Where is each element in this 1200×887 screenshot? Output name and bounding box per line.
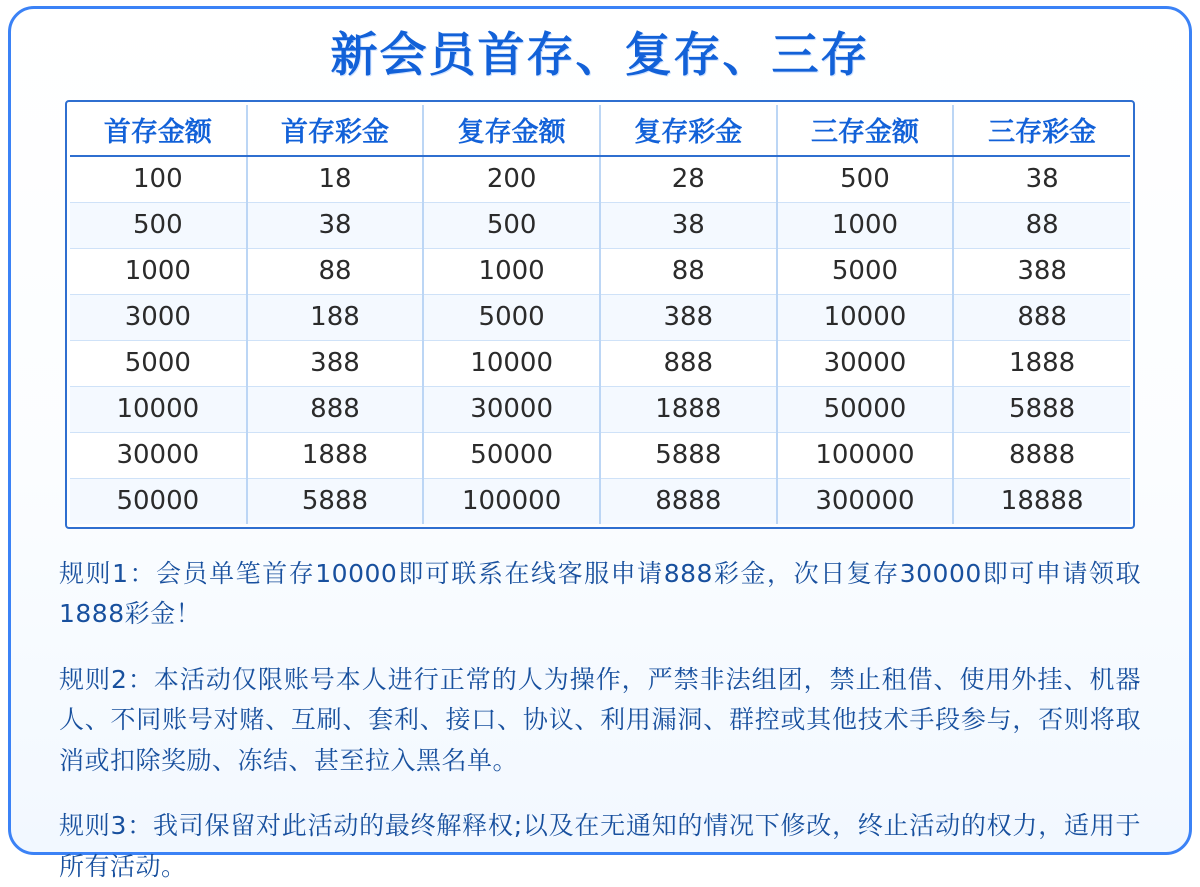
table-cell: 28 bbox=[600, 156, 777, 203]
table-cell: 10000 bbox=[70, 386, 247, 432]
table-cell: 38 bbox=[247, 202, 424, 248]
table-cell: 188 bbox=[247, 294, 424, 340]
table-body bbox=[70, 156, 1130, 524]
table-row bbox=[70, 156, 1130, 203]
rule-3: 规则3：我司保留对此活动的最终解释权;以及在无通知的情况下修改，终止活动的权力，适用于所有活动。 bbox=[59, 811, 1141, 881]
table-cell: 38 bbox=[953, 156, 1130, 203]
table-cell: 1888 bbox=[953, 340, 1130, 386]
table-row bbox=[70, 202, 1130, 248]
table-cell: 18 bbox=[247, 156, 424, 203]
table-cell: 5000 bbox=[777, 248, 954, 294]
table-cell: 30000 bbox=[423, 386, 600, 432]
table-cell: 50000 bbox=[777, 386, 954, 432]
column-header-third-deposit-amount: 三存金额 bbox=[777, 105, 954, 156]
table-cell: 5888 bbox=[600, 432, 777, 478]
column-header-first-deposit-amount: 首存金额 bbox=[70, 105, 247, 156]
table-header-row bbox=[70, 105, 1130, 156]
table-row bbox=[70, 340, 1130, 386]
table-cell: 88 bbox=[600, 248, 777, 294]
table-cell: 3000 bbox=[70, 294, 247, 340]
table-cell: 5000 bbox=[70, 340, 247, 386]
table-cell: 1888 bbox=[247, 432, 424, 478]
table-cell: 50000 bbox=[70, 478, 247, 524]
table-cell: 388 bbox=[600, 294, 777, 340]
table-cell: 500 bbox=[777, 156, 954, 203]
column-header-second-deposit-amount: 复存金额 bbox=[423, 105, 600, 156]
column-header-second-deposit-bonus: 复存彩金 bbox=[600, 105, 777, 156]
table-cell: 88 bbox=[953, 202, 1130, 248]
table-header bbox=[70, 105, 1130, 156]
table-cell: 8888 bbox=[953, 432, 1130, 478]
rules-section bbox=[59, 554, 1141, 887]
table-row bbox=[70, 478, 1130, 524]
table-cell: 388 bbox=[953, 248, 1130, 294]
table-cell: 1888 bbox=[600, 386, 777, 432]
table-cell: 18888 bbox=[953, 478, 1130, 524]
table-cell: 1000 bbox=[70, 248, 247, 294]
table-row bbox=[70, 386, 1130, 432]
rule-2: 规则2：本活动仅限账号本人进行正常的人为操作，严禁非法组团，禁止租借、使用外挂、机器人、不同账号对赌、互刷、套利、接口、协议、利用漏洞、群控或其他技术手段参与，否则将取消或扣除奖励、冻结、甚至拉入黑名单。 bbox=[59, 664, 1141, 775]
table-cell: 30000 bbox=[777, 340, 954, 386]
table-cell: 5888 bbox=[247, 478, 424, 524]
promotion-card bbox=[8, 6, 1192, 881]
table-cell: 300000 bbox=[777, 478, 954, 524]
table-cell: 100000 bbox=[777, 432, 954, 478]
table-row bbox=[70, 248, 1130, 294]
table-row bbox=[70, 294, 1130, 340]
table-cell: 10000 bbox=[777, 294, 954, 340]
table-cell: 38 bbox=[600, 202, 777, 248]
bonus-table bbox=[70, 105, 1130, 524]
table-row bbox=[70, 432, 1130, 478]
table-cell: 888 bbox=[600, 340, 777, 386]
table-cell: 88 bbox=[247, 248, 424, 294]
table-cell: 888 bbox=[953, 294, 1130, 340]
table-cell: 50000 bbox=[423, 432, 600, 478]
table-cell: 500 bbox=[70, 202, 247, 248]
table-cell: 888 bbox=[247, 386, 424, 432]
table-cell: 100000 bbox=[423, 478, 600, 524]
table-cell: 10000 bbox=[423, 340, 600, 386]
table-cell: 200 bbox=[423, 156, 600, 203]
column-header-first-deposit-bonus: 首存彩金 bbox=[247, 105, 424, 156]
table-cell: 30000 bbox=[70, 432, 247, 478]
table-cell: 1000 bbox=[777, 202, 954, 248]
table-cell: 1000 bbox=[423, 248, 600, 294]
table-cell: 100 bbox=[70, 156, 247, 203]
rule-1: 规则1：会员单笔首存10000即可联系在线客服申请888彩金，次日复存30000即可申请领取1888彩金！ bbox=[59, 558, 1141, 629]
bonus-table-container bbox=[65, 100, 1135, 529]
table-cell: 8888 bbox=[600, 478, 777, 524]
table-cell: 500 bbox=[423, 202, 600, 248]
column-header-third-deposit-bonus: 三存彩金 bbox=[953, 105, 1130, 156]
table-cell: 5000 bbox=[423, 294, 600, 340]
table-cell: 388 bbox=[247, 340, 424, 386]
page-title: 新会员首存、复存、三存 bbox=[330, 28, 870, 83]
table-cell: 5888 bbox=[953, 386, 1130, 432]
